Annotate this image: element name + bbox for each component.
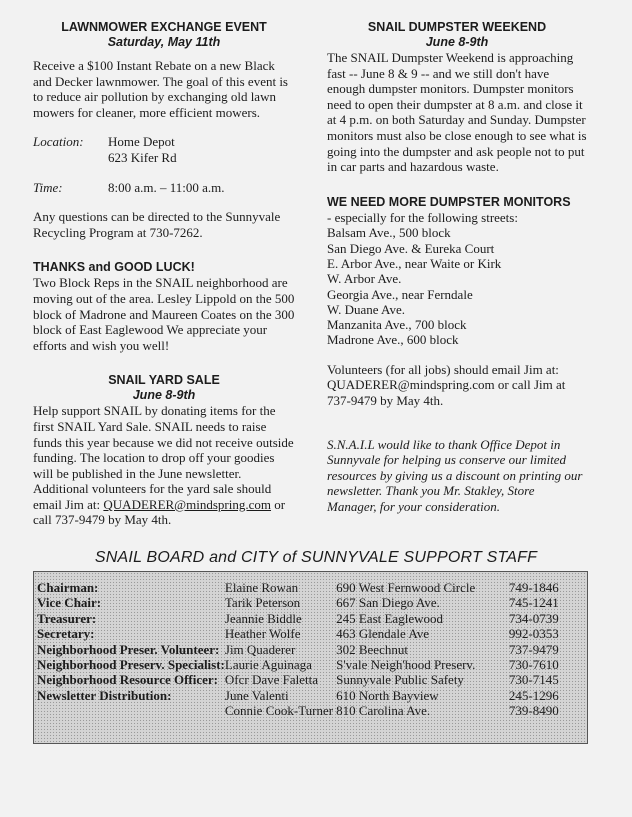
time-label: Time: [33, 179, 63, 195]
monitors-title: WE NEED MORE DUMPSTER MONITORS [327, 194, 571, 209]
board-address: 463 Glendale Ave [336, 626, 430, 642]
board-address: 667 San Diego Ave. [336, 595, 440, 611]
location-line1: Home Depot [108, 134, 175, 150]
board-phone: 739-8490 [508, 703, 559, 719]
location-row [33, 134, 295, 165]
streets-list [327, 225, 587, 347]
board-name: Tarik Peterson [224, 595, 301, 611]
board-role: Vice Chair: [37, 595, 102, 611]
left-column [33, 20, 295, 528]
board-address: 302 Beechnut [336, 641, 408, 657]
board-role: Chairman: [37, 580, 99, 595]
board-name: June Valenti [224, 687, 289, 703]
yard-sale-email-link[interactable]: QUADERER@mindspring.com [103, 496, 272, 512]
board-row [37, 657, 587, 672]
street-item: Georgia Ave., near Ferndale [327, 286, 473, 302]
board-table-box [33, 571, 588, 744]
volunteers-note: Volunteers (for all jobs) should email Jim at: QUADERER@mindspring.com or call Jim at 737-9479 by May 4th. [327, 361, 566, 408]
board-name: Elaine Rowan [224, 580, 299, 595]
board-name: Jim Quaderer [224, 641, 296, 657]
board-role: Newsletter Distribution: [37, 687, 172, 703]
board-row [37, 703, 587, 718]
right-column [327, 20, 587, 514]
board-table [37, 580, 587, 719]
street-item: San Diego Ave. & Eureka Court [327, 240, 495, 256]
board-phone: 745-1241 [508, 595, 559, 611]
yard-sale-tail: or call 737-9479 by May 4th. [33, 496, 286, 528]
board-role: Treasurer: [37, 610, 97, 626]
board-name: Jeannie Biddle [224, 610, 302, 626]
dumpster-title: SNAIL DUMPSTER WEEKEND [367, 20, 547, 34]
board-row [37, 672, 587, 687]
board-role: Secretary: [37, 626, 95, 642]
board-name: Heather Wolfe [224, 626, 301, 642]
board-address: 690 West Fernwood Circle [336, 580, 476, 595]
lawnmower-questions: Any questions can be directed to the Sunnyvale Recycling Program at 730-7262. [33, 209, 281, 240]
location-line2: 623 Kifer Rd [108, 149, 177, 165]
board-address: Sunnyvale Public Safety [336, 672, 464, 688]
board-phone: 245-1296 [508, 687, 559, 703]
board-row [37, 626, 587, 641]
board-address: 245 East Eaglewood [336, 610, 443, 626]
lawnmower-title: LAWNMOWER EXCHANGE EVENT [61, 20, 267, 34]
street-item: Manzanita Ave., 700 block [327, 317, 467, 333]
street-item: W. Arbor Ave. [327, 271, 402, 287]
board-row [37, 688, 587, 703]
board-name: Connie Cook-Turner [224, 703, 334, 719]
location-label: Location: [33, 134, 84, 150]
street-item: Madrone Ave., 600 block [327, 332, 459, 348]
board-row [37, 580, 587, 595]
board-address: S'vale Neigh'hood Preserv. [336, 657, 476, 673]
board-role: Neighborhood Resource Officer: [37, 672, 219, 688]
lawnmower-date: Saturday, May 11th [107, 35, 221, 49]
lawnmower-body: Receive a $100 Instant Rebate on a new Black and Decker lawnmower. The goal of this event is to reduce air pollution by exchanging old lawn mowers for cleaner, more efficient mowers. [33, 58, 288, 120]
yard-sale-body [33, 403, 295, 528]
time-value: 8:00 a.m. – 11:00 a.m. [108, 179, 225, 195]
board-address: 610 North Bayview [336, 687, 439, 703]
board-name: Ofcr Dave Faletta [224, 672, 319, 688]
board-row [37, 611, 587, 626]
dumpster-body: The SNAIL Dumpster Weekend is approaching fast -- June 8 & 9 -- and we still don't have enough dumpster monitors. Dumpster monitors need to open their dumpster at 8 a.m. and close it at 4 p.m. on both Saturday and Sunday. Dumpster monitors must also be close enough to see what is going into the dumpster and ask people not to put in car parts and hazardous waste. [327, 50, 587, 175]
street-item: Balsam Ave., 500 block [327, 225, 451, 241]
yard-sale-title: SNAIL YARD SALE [108, 373, 220, 388]
board-phone: 730-7610 [508, 657, 559, 673]
board-row [37, 595, 587, 610]
board-phone: 992-0353 [508, 626, 559, 642]
monitors-intro: - especially for the following streets: [327, 209, 518, 225]
board-phone: 730-7145 [508, 672, 559, 688]
time-row [33, 180, 295, 196]
street-item: W. Duane Ave. [327, 301, 405, 317]
board-role: Neighborhood Preser. Volunteer: [37, 641, 220, 657]
board-title: SNAIL BOARD and CITY of SUNNYVALE SUPPORT STAFF [94, 549, 538, 566]
office-depot-thanks: S.N.A.I.L would like to thank Office Depot in Sunnyvale for helping us conserve our limited resources by giving us a discount on printing our newsletter. Thank you Mr. Stakley, Store Manager, for your consideration. [327, 436, 583, 514]
board-role: Neighborhood Preserv. Specialist: [37, 657, 225, 673]
board-phone: 734-0739 [508, 610, 559, 626]
yard-sale-text: Help support SNAIL by donating items for the first SNAIL Yard Sale. SNAIL needs to raise funds this year because we did not receive outside funding. The location to drop off your goodies will be published in the June newsletter. Additional volunteers for the yard sale should email Jim at: [33, 403, 294, 512]
thanks-body: Two Block Reps in the SNAIL neighborhood are moving out of the area. Lesley Lippold on the 500 block of Madrone and Maureen Coates on the 300 block of East Eaglewood We appreciate your efforts and wish you well! [33, 275, 295, 353]
thanks-title: THANKS and GOOD LUCK! [33, 260, 195, 275]
board-name: Laurie Aguinaga [224, 657, 312, 673]
board-address: 810 Carolina Ave. [336, 703, 431, 719]
street-item: E. Arbor Ave., near Waite or Kirk [327, 255, 502, 271]
yard-sale-date: June 8-9th [132, 388, 196, 403]
board-phone: 737-9479 [508, 641, 559, 657]
board-phone: 749-1846 [508, 580, 559, 595]
dumpster-date: June 8-9th [425, 35, 489, 49]
board-row [37, 642, 587, 657]
board-role [37, 703, 225, 718]
